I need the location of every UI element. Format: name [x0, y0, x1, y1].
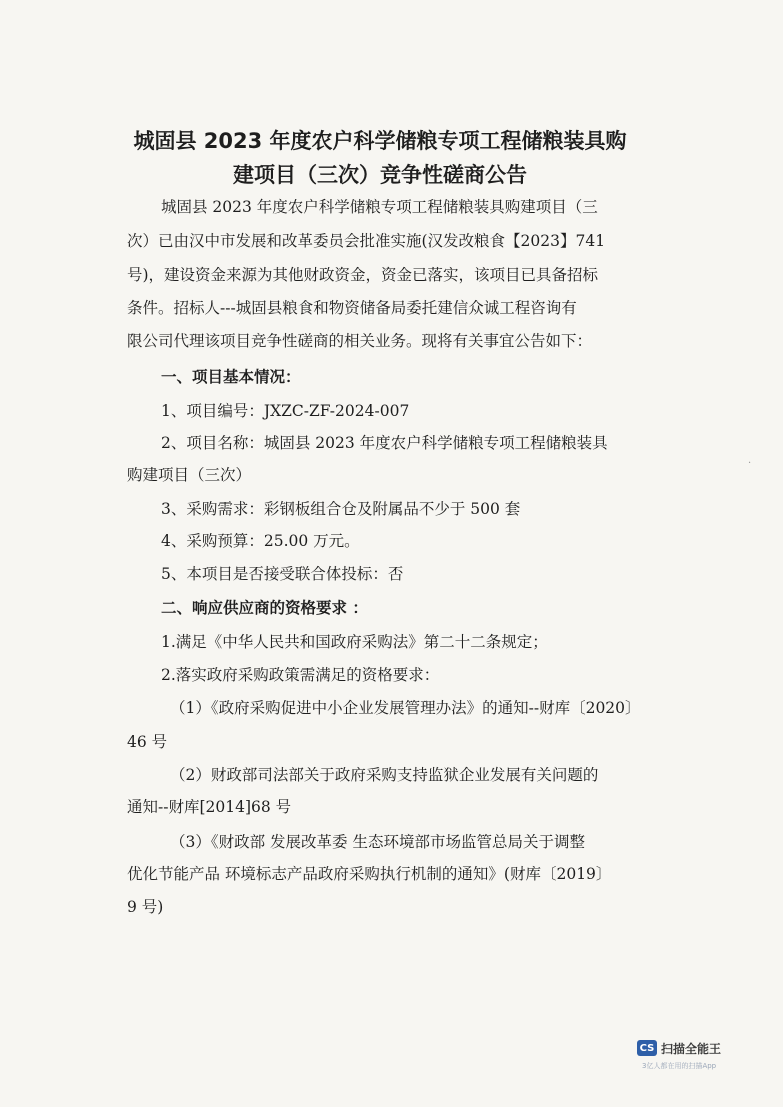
section-heading-2: 二、响应供应商的资格要求 ： — [161, 598, 368, 617]
policy-line: 优化节能产品 环境标志产品政府采购执行机制的通知》(财库〔2019〕 — [127, 865, 612, 883]
project-number: 1、项目编号：JXZC-ZF-2024-007 — [161, 402, 410, 420]
intro-line: 次）已由汉中市发展和改革委员会批准实施(汉发改粮食【2023】741 — [127, 232, 606, 250]
policy-line: 9 号) — [127, 898, 164, 916]
section-heading-1: 一、项目基本情况： — [161, 367, 301, 386]
policy-line: （1）《政府采购促进中小企业发展管理办法》的通知--财库〔2020〕 — [170, 699, 641, 717]
document-title — [120, 124, 640, 192]
policy-line: （2）财政部司法部关于政府采购支持监狱企业发展有关问题的 — [170, 766, 599, 784]
procurement-need: 3、采购需求：彩钢板组合仓及附属品不少于 500 套 — [161, 500, 521, 518]
qualification-item: 1.满足《中华人民共和国政府采购法》第二十二条规定； — [161, 633, 548, 651]
project-name-cont: 购建项目（三次） — [127, 466, 252, 484]
qualification-item: 2.落实政府采购政策需满足的资格要求： — [161, 666, 440, 684]
title-line-1: 城固县 2023 年度农户科学储粮专项工程储粮装具购 — [133, 129, 627, 153]
project-name: 2、项目名称：城固县 2023 年度农户科学储粮专项工程储粮装具 — [161, 434, 608, 452]
policy-line: （3）《财政部 发展改革委 生态环境部市场监管总局关于调整 — [170, 833, 585, 851]
scanner-watermark — [637, 1036, 721, 1060]
intro-line: 限公司代理该项目竞争性磋商的相关业务。现将有关事宜公告如下： — [127, 332, 593, 350]
scan-speck: · — [748, 458, 752, 469]
consortium-bid: 5、本项目是否接受联合体投标：否 — [161, 565, 404, 583]
title-line-2: 建项目（三次）竞争性磋商公告 — [233, 163, 527, 187]
intro-line: 城固县 2023 年度农户科学储粮专项工程储粮装具购建项目（三 — [161, 198, 598, 216]
policy-line: 通知--财库[2014]68 号 — [127, 798, 292, 816]
policy-line: 46 号 — [127, 733, 168, 751]
intro-line: 号)，建设资金来源为其他财政资金，资金已落实，该项目已具备招标 — [127, 266, 599, 284]
scanner-tagline: 3亿人都在用的扫描App — [642, 1062, 717, 1070]
intro-line: 条件。招标人---城固县粮食和物资储备局委托建信众诚工程咨询有 — [127, 299, 577, 317]
scanner-name: 扫描全能王 — [661, 1041, 722, 1056]
scanner-logo-icon: CS — [637, 1040, 657, 1056]
procurement-budget: 4、采购预算：25.00 万元。 — [161, 532, 360, 550]
